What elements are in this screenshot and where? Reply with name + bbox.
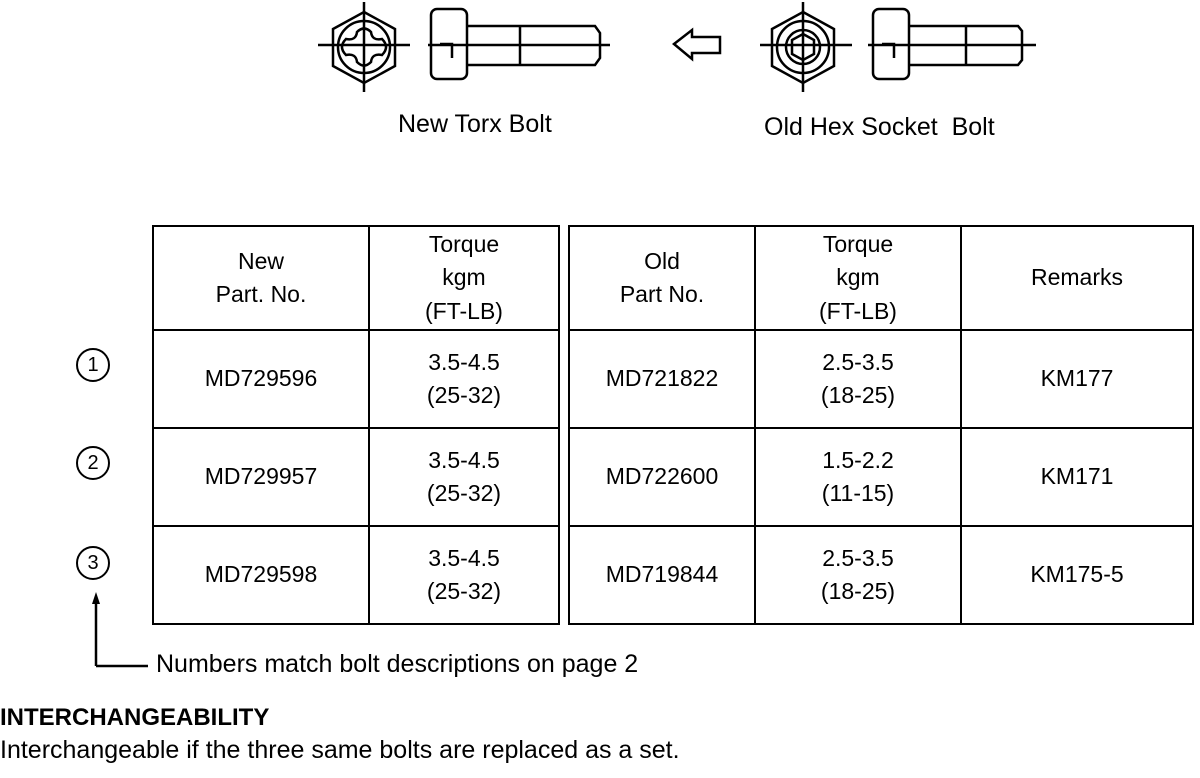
header-text: New	[237, 247, 284, 274]
remarks-cell: KM171	[961, 428, 1193, 526]
header-new-part-no	[153, 226, 369, 330]
table-row	[153, 330, 1193, 428]
new-torx-bolt-caption: New Torx Bolt	[398, 110, 552, 138]
torx-bolt-side-icon	[428, 9, 610, 79]
table-row	[153, 526, 1193, 624]
torque-kgm: 1.5-2.2	[822, 446, 894, 473]
old-torque-cell	[755, 330, 961, 428]
table-header-row	[153, 226, 1193, 330]
row-marker-3: 3	[76, 546, 110, 580]
header-text: Old	[644, 247, 680, 274]
new-part-no-cell: MD729596	[153, 330, 369, 428]
torque-ftlb: (18-25)	[820, 578, 896, 604]
old-part-no-cell: MD722600	[569, 428, 755, 526]
header-text: (FT-LB)	[425, 297, 503, 324]
new-torque-cell	[369, 330, 559, 428]
torque-ftlb: (25-32)	[426, 382, 502, 408]
table-separator	[559, 330, 569, 428]
header-old-part-no	[569, 226, 755, 330]
header-text: Part No.	[619, 281, 705, 307]
torque-ftlb: (25-32)	[426, 480, 502, 506]
bolt-illustration	[0, 0, 1200, 150]
torque-kgm: 3.5-4.5	[428, 348, 500, 375]
hex-socket-bolt-side-icon	[868, 9, 1036, 79]
table-separator	[559, 226, 569, 330]
new-torque-cell	[369, 526, 559, 624]
new-part-no-cell: MD729598	[153, 526, 369, 624]
torque-kgm: 3.5-4.5	[428, 446, 500, 473]
section-body: Interchangeable if the three same bolts are replaced as a set.	[0, 736, 680, 764]
torque-kgm: 2.5-3.5	[822, 348, 894, 375]
header-old-torque	[755, 226, 961, 330]
table-separator	[559, 526, 569, 624]
header-text: kgm	[836, 264, 880, 291]
row-marker-2: 2	[76, 446, 110, 480]
torx-bolt-head-icon	[318, 2, 410, 92]
torque-kgm: 2.5-3.5	[822, 544, 894, 571]
header-text: Torque	[822, 230, 894, 257]
table-row	[153, 428, 1193, 526]
header-text: Part. No.	[215, 281, 307, 307]
torque-kgm: 3.5-4.5	[428, 544, 500, 571]
hex-socket-bolt-head-icon	[760, 2, 852, 92]
new-part-no-cell: MD729957	[153, 428, 369, 526]
old-torque-cell	[755, 526, 961, 624]
bolt-description-note: Numbers match bolt descriptions on page 2	[156, 650, 639, 678]
old-hex-socket-bolt-caption: Old Hex Socket Bolt	[764, 113, 995, 141]
bolt-spec-table	[152, 225, 1194, 625]
table-separator	[559, 428, 569, 526]
row-marker-1: 1	[76, 348, 110, 382]
section-title: INTERCHANGEABILITY	[0, 704, 270, 731]
header-text: (FT-LB)	[819, 297, 897, 324]
old-part-no-cell: MD719844	[569, 526, 755, 624]
old-part-no-cell: MD721822	[569, 330, 755, 428]
torque-ftlb: (18-25)	[820, 382, 896, 408]
new-torque-cell	[369, 428, 559, 526]
header-remarks: Remarks	[961, 226, 1193, 330]
torque-ftlb: (25-32)	[426, 578, 502, 604]
note-pointer-arrow	[80, 590, 160, 680]
header-text: Torque	[428, 230, 500, 257]
remarks-cell: KM175-5	[961, 526, 1193, 624]
header-text: kgm	[442, 264, 486, 291]
header-new-torque	[369, 226, 559, 330]
remarks-cell: KM177	[961, 330, 1193, 428]
torque-ftlb: (11-15)	[821, 480, 895, 506]
left-arrow-icon	[674, 30, 720, 59]
old-torque-cell	[755, 428, 961, 526]
